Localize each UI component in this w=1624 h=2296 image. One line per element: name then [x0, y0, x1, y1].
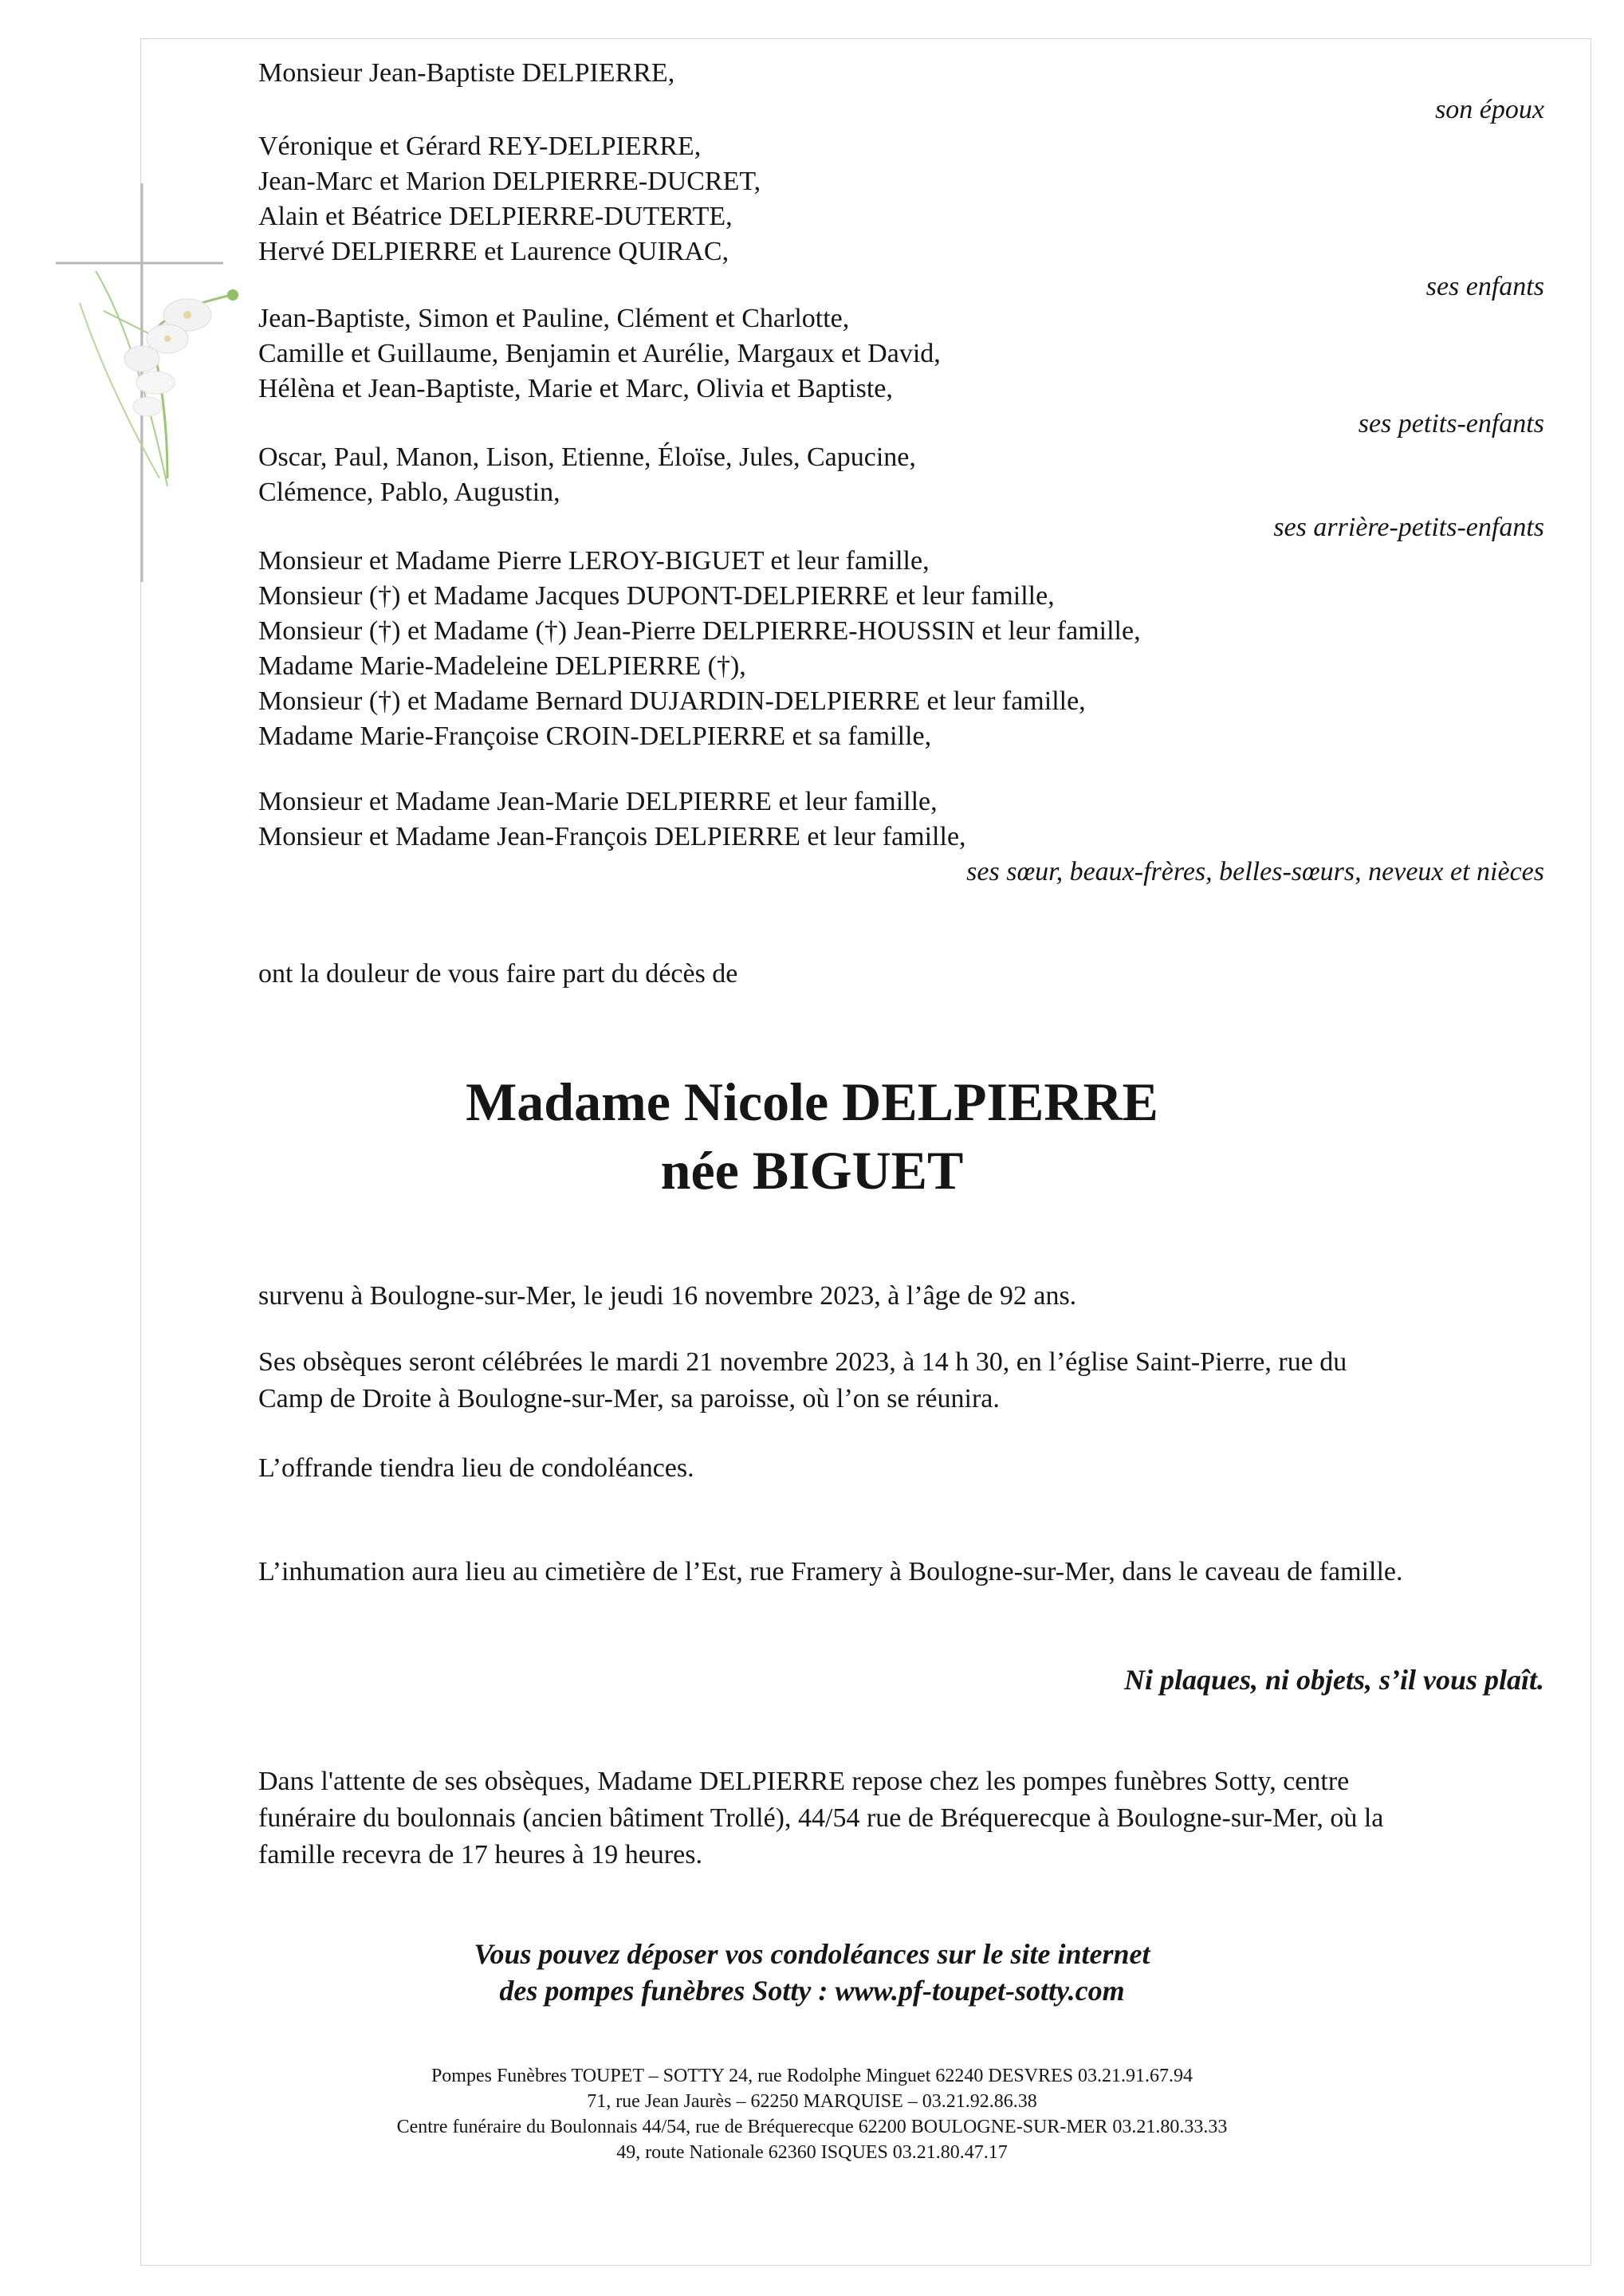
fratrie-line: Monsieur (†) et Madame Jacques DUPONT-DELPIERRE et leur famille,	[258, 581, 1055, 611]
condolences-line: Vous pouvez déposer vos condoléances sur le site internet	[474, 1938, 1150, 1970]
arriere-petit-enfant-line: Oscar, Paul, Manon, Lison, Etienne, Éloïse, Jules, Capucine,	[258, 442, 916, 472]
fratrie-label: ses sœur, beaux-frères, belles-sœurs, neveux et nièces	[966, 857, 1544, 887]
rest-line: Dans l'attente de ses obsèques, Madame DELPIERRE repose chez les pompes funèbres Sotty, centre	[258, 1767, 1350, 1796]
no-flowers-note: Ni plaques, ni objets, s’il vous plaît.	[1123, 1664, 1544, 1696]
enfant-line: Jean-Marc et Marion DELPIERRE-DUCRET,	[258, 167, 761, 196]
enfant-line: Hervé DELPIERRE et Laurence QUIRAC,	[258, 237, 729, 266]
cross-with-orchid-icon	[48, 175, 255, 590]
enfant-line: Alain et Béatrice DELPIERRE-DUTERTE,	[258, 202, 733, 231]
petit-enfant-line: Camille et Guillaume, Benjamin et Aurélie, Margaux et David,	[258, 339, 941, 368]
funeral-home-footer	[0, 2063, 1624, 2165]
deceased-name: Madame Nicole DELPIERRE	[466, 1071, 1158, 1132]
deceased-birth-name: née BIGUET	[660, 1140, 964, 1201]
fratrie-line: Madame Marie-Madeleine DELPIERRE (†),	[258, 651, 746, 681]
petit-enfant-line: Jean-Baptiste, Simon et Pauline, Clément et Charlotte,	[258, 304, 850, 333]
fratrie-line: Monsieur (†) et Madame (†) Jean-Pierre DELPIERRE-HOUSSIN et leur famille,	[258, 616, 1141, 646]
footer-line: 49, route Nationale 62360 ISQUES 03.21.80.47.17	[616, 2142, 1008, 2163]
funeral-line: Camp de Droite à Boulogne-sur-Mer, sa paroisse, où l’on se réunira.	[258, 1384, 1000, 1413]
epoux-label: son époux	[1435, 95, 1544, 124]
announcement: ont la douleur de vous faire part du décès de	[258, 959, 738, 989]
epoux-name: Monsieur Jean-Baptiste DELPIERRE,	[258, 58, 675, 88]
fratrie-line: Monsieur et Madame Jean-Marie DELPIERRE et leur famille,	[258, 787, 938, 816]
footer-line: Pompes Funèbres TOUPET – SOTTY 24, rue Rodolphe Minguet 62240 DESVRES 03.21.91.67.94	[431, 2066, 1193, 2086]
enfants-label: ses enfants	[1425, 272, 1544, 301]
rest-details	[258, 1763, 1558, 1873]
death-details: survenu à Boulogne-sur-Mer, le jeudi 16 novembre 2023, à l’âge de 92 ans.	[258, 1281, 1077, 1311]
enfant-line: Véronique et Gérard REY-DELPIERRE,	[258, 132, 702, 161]
funeral-details	[258, 1344, 1558, 1417]
rest-line: famille recevra de 17 heures à 19 heures.	[258, 1840, 702, 1869]
fratrie-line: Monsieur et Madame Jean-François DELPIERRE et leur famille,	[258, 822, 966, 851]
condolences-line: des pompes funèbres Sotty : www.pf-toupet-sotty.com	[499, 1975, 1125, 2007]
offering-note: L’offrande tiendra lieu de condoléances.	[258, 1453, 694, 1483]
fratrie-line: Monsieur et Madame Pierre LEROY-BIGUET et leur famille,	[258, 546, 930, 576]
petits-enfants-label: ses petits-enfants	[1358, 409, 1544, 438]
petit-enfant-line: Hélèna et Jean-Baptiste, Marie et Marc, Olivia et Baptiste,	[258, 374, 893, 403]
funeral-line: Ses obsèques seront célébrées le mardi 21 novembre 2023, à 14 h 30, en l’église Saint-Pierre, rue du	[258, 1347, 1347, 1377]
footer-line: 71, rue Jean Jaurès – 62250 MARQUISE – 03.21.92.86.38	[587, 2091, 1037, 2112]
fratrie-line: Monsieur (†) et Madame Bernard DUJARDIN-DELPIERRE et leur famille,	[258, 686, 1086, 716]
fratrie-line: Madame Marie-Françoise CROIN-DELPIERRE et sa famille,	[258, 721, 932, 751]
arriere-petit-enfant-line: Clémence, Pablo, Augustin,	[258, 478, 560, 507]
rest-line: funéraire du boulonnais (ancien bâtiment Trollé), 44/54 rue de Bréquerecque à Boulogne-sur-Mer, où la	[258, 1803, 1384, 1833]
burial-details: L’inhumation aura lieu au cimetière de l’Est, rue Framery à Boulogne-sur-Mer, dans le caveau de famille.	[258, 1557, 1403, 1586]
arriere-petits-enfants-label: ses arrière-petits-enfants	[1273, 513, 1544, 542]
footer-line: Centre funéraire du Boulonnais 44/54, rue de Bréquerecque 62200 BOULOGNE-SUR-MER 03.21.80.33.33	[396, 2117, 1228, 2137]
